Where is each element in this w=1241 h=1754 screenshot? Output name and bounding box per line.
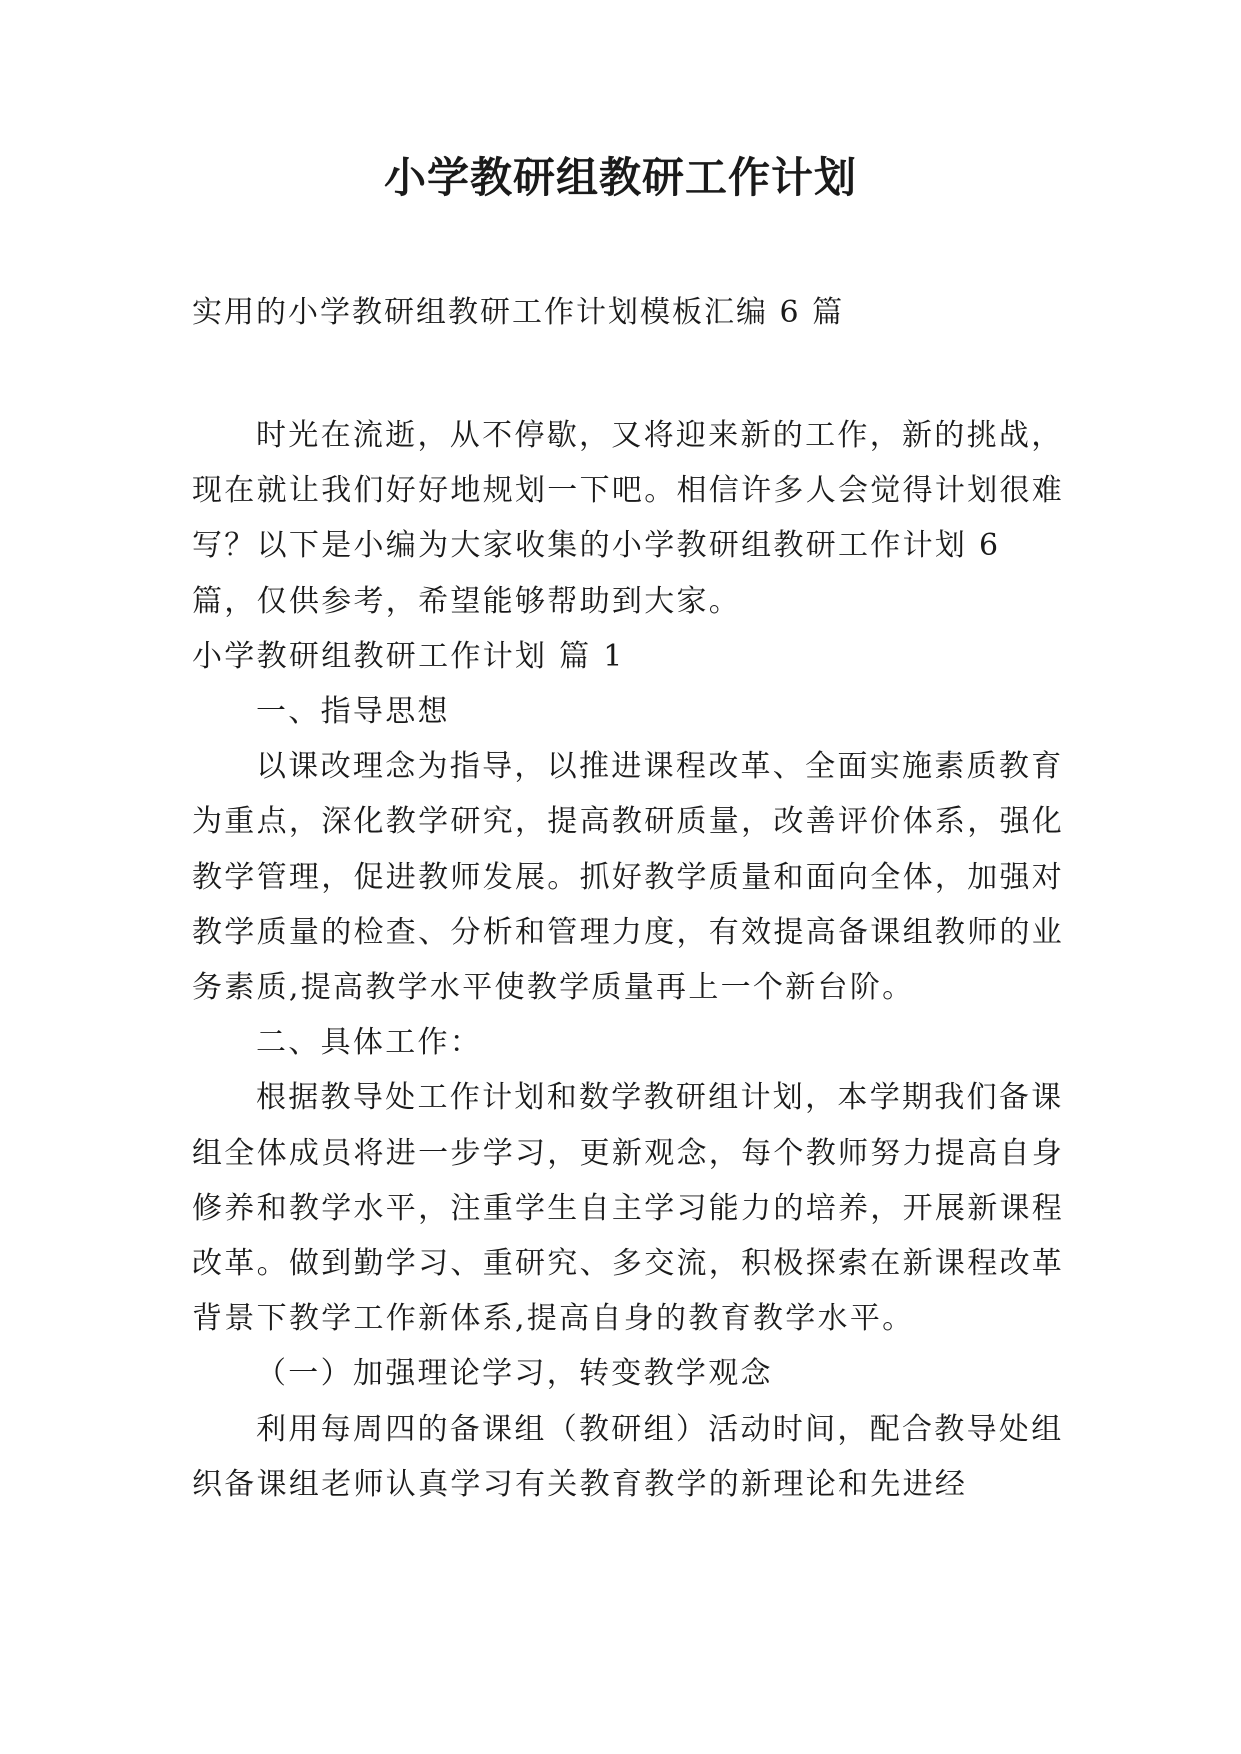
paragraph-theory-study: 利用每周四的备课组（教研组）活动时间，配合教导处组织备课组老师认真学习有关教育教学的新理论和先进经	[192, 1411, 1064, 1502]
document-title: 小学教研组教研工作计划	[383, 153, 857, 202]
section-heading: 小学教研组教研工作计划 篇 1	[192, 638, 625, 674]
paragraph-guiding-ideology: 以课改理念为指导，以推进课程改革、全面实施素质教育为重点，深化教学研究，提高教研质量，改善评价体系，强化教学管理，促进教师发展。抓好教学质量和面向全体，加强对教学质量的检查、分析和管理力度，有效提高备课组教师的业务素质,提高教学水平使教学质量再上一个新台阶。	[192, 749, 1065, 1006]
document-subtitle: 实用的小学教研组教研工作计划模板汇编 6 篇	[192, 295, 845, 330]
heading-theory-study: （一）加强理论学习，转变教学观念	[256, 1356, 773, 1392]
intro-paragraph: 时光在流逝，从不停歇，又将迎来新的工作，新的挑战，现在就让我们好好地规划一下吧。相信许多人会觉得计划很难写？以下是小编为大家收集的小学教研组教研工作计划 6 篇，仅供参考，希望能够帮助到大家。	[192, 418, 1065, 619]
heading-guiding-ideology: 一、指导思想	[256, 694, 450, 730]
paragraph-specific-work: 根据教导处工作计划和数学教研组计划，本学期我们备课组全体成员将进一步学习，更新观念，每个教师努力提高自身修养和教学水平，注重学生自主学习能力的培养，开展新课程改革。做到勤学习、重研究、多交流，积极探索在新课程改革背景下教学工作新体系,提高自身的教育教学水平。	[192, 1080, 1065, 1337]
document-body	[192, 408, 1072, 1512]
heading-specific-work: 二、具体工作：	[256, 1025, 483, 1061]
